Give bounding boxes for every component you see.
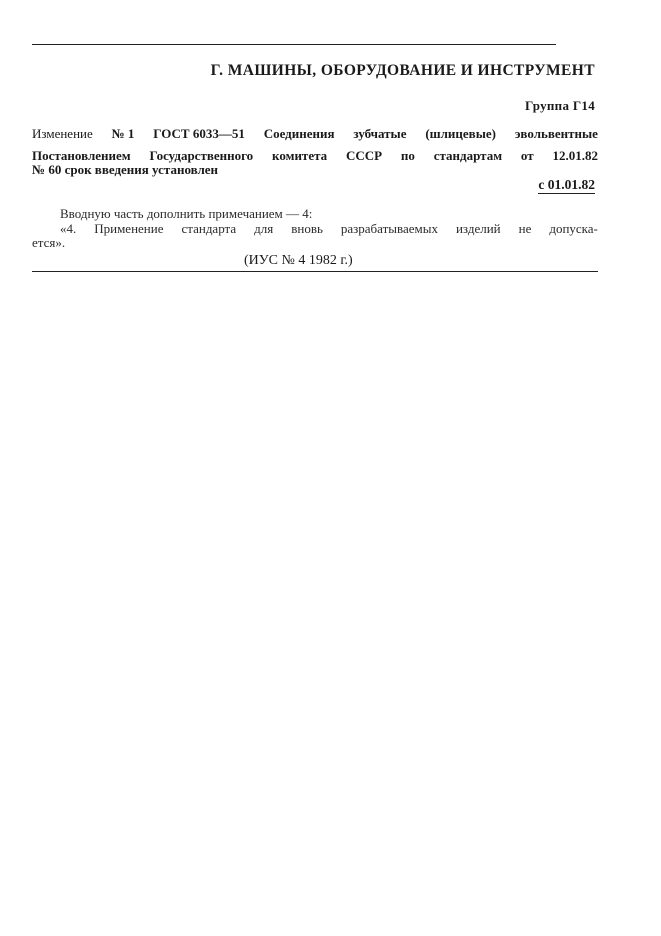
amendment-number: № 1: [111, 126, 135, 141]
note-continuation: ется».: [32, 235, 66, 250]
decree-word: комитета: [272, 148, 328, 163]
title-word: зубчатые: [353, 126, 407, 141]
standard-code: ГОСТ 6033—51: [153, 126, 245, 141]
note-word: для: [254, 221, 274, 236]
note-word: стандарта: [181, 221, 237, 236]
decree-date: 12.01.82: [552, 148, 598, 163]
note-word: изделий: [455, 221, 501, 236]
bottom-rule: [32, 271, 598, 272]
amendment-line: [32, 127, 598, 140]
title-word: (шлицевые): [425, 126, 496, 141]
decree-word: от: [520, 148, 534, 163]
note-word: разрабатываемых: [340, 221, 438, 236]
note-word: «4.: [60, 221, 77, 236]
effective-date: с 01.01.82: [538, 177, 595, 192]
amendment-label: Изменение: [32, 126, 93, 141]
note-word: не: [518, 221, 532, 236]
decree-word: СССР: [345, 148, 383, 163]
note-line: [60, 222, 598, 235]
decree-line: [32, 149, 598, 162]
title-word: эвольвентные: [514, 126, 598, 141]
section-title: Г. МАШИНЫ, ОБОРУДОВАНИЕ И ИНСТРУМЕНТ: [210, 62, 595, 79]
intro-text: Вводную часть дополнить примечанием — 4:: [60, 206, 313, 221]
decree-line-2: № 60 срок введения установлен: [32, 162, 219, 177]
decree-word: Постановлением: [32, 148, 131, 163]
title-word: Соединения: [263, 126, 335, 141]
decree-word: стандартам: [433, 148, 503, 163]
note-word: вновь: [291, 221, 323, 236]
source-reference: (ИУС № 4 1982 г.): [244, 253, 353, 268]
group-code: Группа Г14: [524, 98, 595, 113]
top-rule: [32, 44, 556, 45]
note-word: допуска-: [549, 221, 598, 236]
decree-word: Государственного: [149, 148, 254, 163]
note-word: Применение: [94, 221, 164, 236]
decree-word: по: [400, 148, 415, 163]
